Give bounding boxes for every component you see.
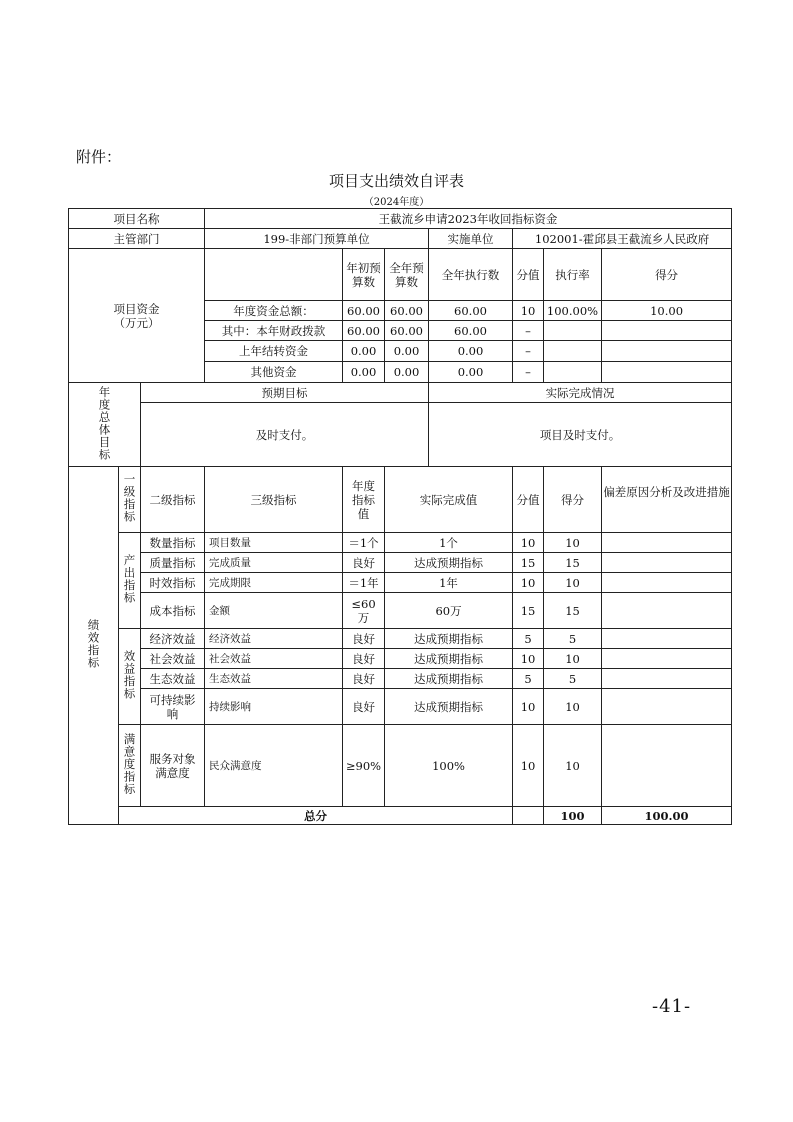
level1-satisfaction: 满意度指标: [119, 725, 141, 807]
funds-header-annual: 全年预算数: [385, 249, 429, 301]
target-cell: 良好: [343, 553, 385, 573]
funds-row-annual: 60.00: [385, 301, 429, 321]
actual-cell: 达成预期指标: [385, 629, 513, 649]
funds-row-executed: 0.00: [429, 362, 513, 383]
level3-cell: 项目数量: [205, 533, 343, 553]
level2-cell: 时效指标: [141, 573, 205, 593]
funds-row-initial: 0.00: [343, 341, 385, 362]
header-actual: 实际完成值: [385, 467, 513, 533]
form-title: 项目支出绩效自评表: [328, 172, 464, 190]
actual-cell: 1年: [385, 573, 513, 593]
level1-benefit: 效益指标: [119, 629, 141, 725]
department-row: [69, 229, 732, 249]
funds-row-score-value: –: [513, 321, 544, 341]
header-target: 年度指标值: [343, 467, 385, 533]
goals-expected-header: 预期目标: [141, 383, 429, 403]
impl-value: 102001-霍邱县王截流乡人民政府: [513, 229, 732, 249]
header-score-value: 分值: [513, 467, 544, 533]
total-blank: [513, 807, 544, 825]
level2-cell: 数量指标: [141, 533, 205, 553]
actual-cell: 达成预期指标: [385, 649, 513, 669]
level3-cell: 社会效益: [205, 649, 343, 669]
funds-row-executed: 60.00: [429, 321, 513, 341]
deviation-cell: [602, 725, 732, 807]
funds-row-rate: [544, 341, 602, 362]
funds-row-label: 其他资金: [205, 362, 343, 383]
actual-cell: 达成预期指标: [385, 669, 513, 689]
indicator-row: [69, 669, 732, 689]
goals-header-row: [69, 383, 732, 403]
target-cell: ≥90%: [343, 725, 385, 807]
funds-header-score: 得分: [602, 249, 732, 301]
level3-cell: 民众满意度: [205, 725, 343, 807]
funds-row-initial: 60.00: [343, 321, 385, 341]
impl-label: 实施单位: [429, 229, 513, 249]
funds-row-initial: 0.00: [343, 362, 385, 383]
score-value-cell: 10: [513, 689, 544, 725]
actual-cell: 1个: [385, 533, 513, 553]
target-cell: 良好: [343, 669, 385, 689]
goals-section-label: 年度总体目标: [69, 383, 141, 467]
funds-row-label: 年度资金总额：: [205, 301, 343, 321]
deviation-cell: [602, 533, 732, 553]
dept-value: 199-非部门预算单位: [205, 229, 429, 249]
level1-output: 产出指标: [119, 533, 141, 629]
goals-expected-value: 及时支付。: [141, 403, 429, 467]
indicator-row: [69, 689, 732, 725]
funds-header-row: [69, 249, 732, 301]
target-cell: ≤60万: [343, 593, 385, 629]
target-cell: 良好: [343, 689, 385, 725]
deviation-cell: [602, 593, 732, 629]
goals-actual-header: 实际完成情况: [429, 383, 732, 403]
actual-cell: 达成预期指标: [385, 689, 513, 725]
deviation-cell: [602, 649, 732, 669]
indicators-section-label: 绩效指标: [69, 467, 119, 825]
funds-header-initial: 年初预算数: [343, 249, 385, 301]
level2-cell: 生态效益: [141, 669, 205, 689]
level2-cell: 经济效益: [141, 629, 205, 649]
funds-section-label: 项目资金 （万元）: [69, 249, 205, 383]
indicator-row: [69, 573, 732, 593]
project-name-row: [69, 209, 732, 229]
funds-row-score-value: –: [513, 362, 544, 383]
header-level2: 二级指标: [141, 467, 205, 533]
header-level3: 三级指标: [205, 467, 343, 533]
total-row: [69, 807, 732, 825]
indicator-row: [69, 649, 732, 669]
indicators-header-row: [69, 467, 732, 533]
target-cell: 良好: [343, 649, 385, 669]
indicator-row: [69, 553, 732, 573]
funds-row-rate: [544, 321, 602, 341]
level2-cell: 社会效益: [141, 649, 205, 669]
level3-cell: 完成期限: [205, 573, 343, 593]
funds-row-executed: 60.00: [429, 301, 513, 321]
deviation-cell: [602, 689, 732, 725]
score-value-cell: 5: [513, 629, 544, 649]
indicator-row: [69, 725, 732, 807]
deviation-cell: [602, 629, 732, 649]
funds-row-label: 其中：本年财政拨款: [205, 321, 343, 341]
goals-actual-value: 项目及时支付。: [429, 403, 732, 467]
funds-row-score: [602, 362, 732, 383]
funds-row-rate: [544, 362, 602, 383]
project-name-value: 王截流乡申请2023年收回指标资金: [205, 209, 732, 229]
score-cell: 10: [544, 573, 602, 593]
score-value-cell: 10: [513, 649, 544, 669]
funds-header-rate: 执行率: [544, 249, 602, 301]
level2-cell: 可持续影响: [141, 689, 205, 725]
total-score: 100.00: [602, 807, 732, 825]
funds-row-score: 10.00: [602, 301, 732, 321]
level3-cell: 金额: [205, 593, 343, 629]
header-score: 得分: [544, 467, 602, 533]
score-cell: 10: [544, 689, 602, 725]
total-label: 总分: [119, 807, 513, 825]
funds-row-annual: 60.00: [385, 321, 429, 341]
funds-header-executed: 全年执行数: [429, 249, 513, 301]
total-score-value: 100: [544, 807, 602, 825]
score-cell: 10: [544, 533, 602, 553]
level2-cell: 服务对象满意度: [141, 725, 205, 807]
level2-cell: 质量指标: [141, 553, 205, 573]
performance-evaluation-table: [68, 208, 732, 825]
actual-cell: 100%: [385, 725, 513, 807]
header-level1: 一级指标: [119, 467, 141, 533]
score-value-cell: 10: [513, 725, 544, 807]
level2-cell: 成本指标: [141, 593, 205, 629]
deviation-cell: [602, 553, 732, 573]
score-cell: 5: [544, 669, 602, 689]
funds-row-rate: 100.00%: [544, 301, 602, 321]
level3-cell: 经济效益: [205, 629, 343, 649]
level3-cell: 持续影响: [205, 689, 343, 725]
actual-cell: 达成预期指标: [385, 553, 513, 573]
funds-row-score-value: –: [513, 341, 544, 362]
indicator-row: [69, 629, 732, 649]
score-cell: 15: [544, 593, 602, 629]
goals-content-row: [69, 403, 732, 467]
project-name-label: 项目名称: [69, 209, 205, 229]
deviation-cell: [602, 669, 732, 689]
dept-label: 主管部门: [69, 229, 205, 249]
score-value-cell: 10: [513, 573, 544, 593]
actual-cell: 60万: [385, 593, 513, 629]
funds-row-annual: 0.00: [385, 362, 429, 383]
score-cell: 10: [544, 725, 602, 807]
indicator-row: [69, 593, 732, 629]
funds-row-score-value: 10: [513, 301, 544, 321]
funds-row-executed: 0.00: [429, 341, 513, 362]
page-number: -41-: [652, 996, 692, 1017]
score-value-cell: 15: [513, 553, 544, 573]
indicator-row: [69, 533, 732, 553]
attachment-label: 附件：: [76, 148, 122, 166]
deviation-cell: [602, 573, 732, 593]
score-cell: 5: [544, 629, 602, 649]
funds-row-initial: 60.00: [343, 301, 385, 321]
score-cell: 15: [544, 553, 602, 573]
header-deviation: 偏差原因分析及改进措施: [602, 467, 732, 533]
funds-row-label: 上年结转资金: [205, 341, 343, 362]
target-cell: ＝1个: [343, 533, 385, 553]
score-value-cell: 15: [513, 593, 544, 629]
funds-header-blank: [205, 249, 343, 301]
year-note: （2024年度）: [363, 197, 430, 208]
level3-cell: 生态效益: [205, 669, 343, 689]
score-value-cell: 5: [513, 669, 544, 689]
target-cell: 良好: [343, 629, 385, 649]
score-cell: 10: [544, 649, 602, 669]
funds-row-score: [602, 341, 732, 362]
target-cell: ＝1年: [343, 573, 385, 593]
level3-cell: 完成质量: [205, 553, 343, 573]
score-value-cell: 10: [513, 533, 544, 553]
funds-row-score: [602, 321, 732, 341]
funds-header-score-value: 分值: [513, 249, 544, 301]
funds-row-annual: 0.00: [385, 341, 429, 362]
